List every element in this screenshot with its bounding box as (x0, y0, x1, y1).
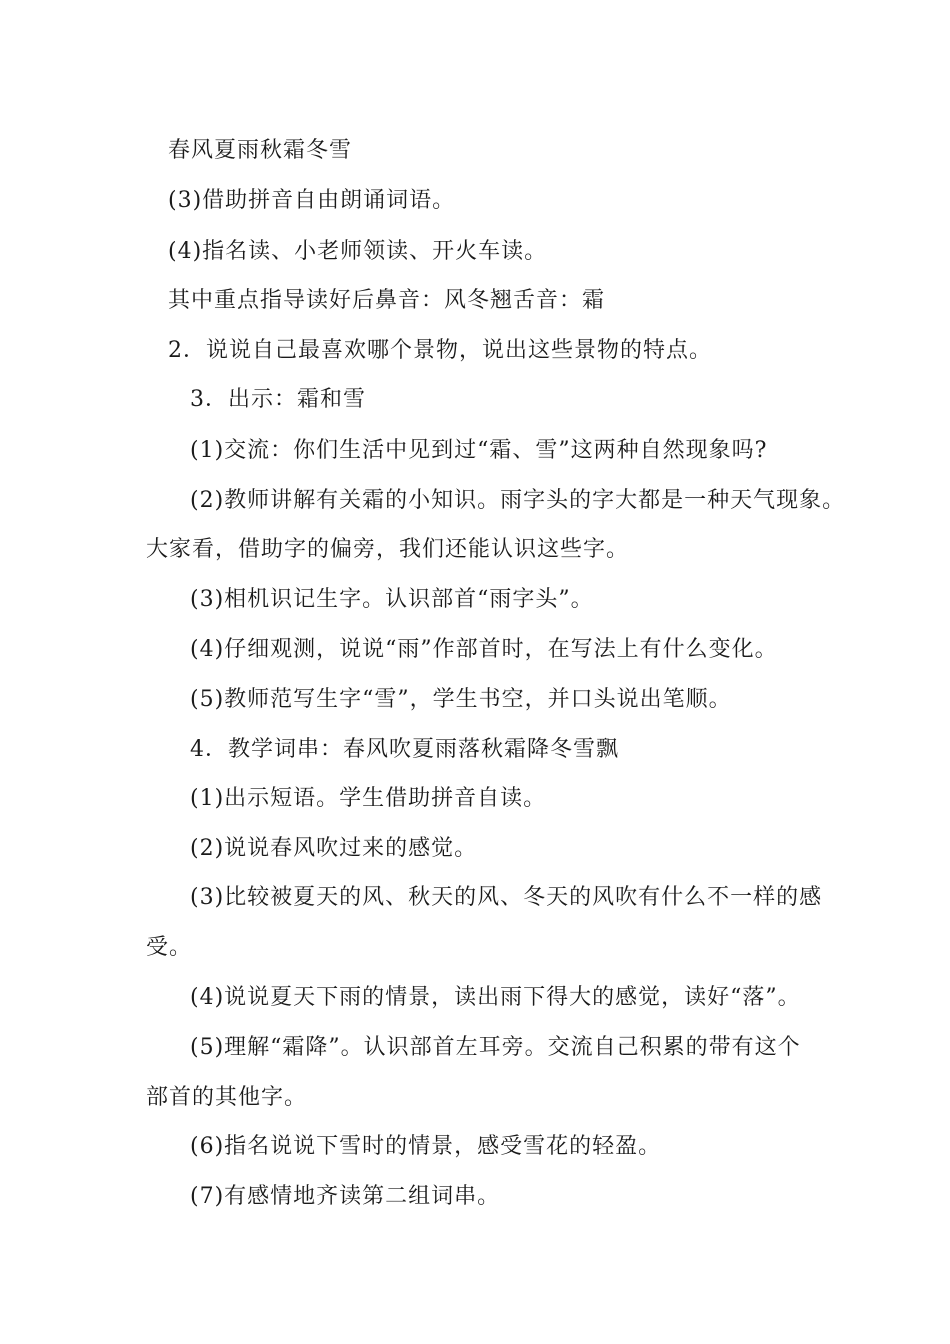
text-line: (1)交流：你们生活中见到过“霜、雪”这两种自然现象吗? (190, 438, 768, 463)
text-line: 2．说说自己最喜欢哪个景物，说出这些景物的特点。 (168, 338, 712, 363)
text-line: 部首的其他字。 (146, 1085, 308, 1110)
text-line: 其中重点指导读好后鼻音：风冬翘舌音：霜 (168, 288, 606, 313)
text-line: 受。 (146, 935, 193, 960)
text-line: 4．教学词串：春风吹夏雨落秋霜降冬雪飘 (190, 737, 619, 762)
text-line: (3)相机识记生字。认识部首“雨字头”。 (190, 587, 594, 612)
text-line: (4)仔细观测，说说“雨”作部首时，在写法上有什么变化。 (190, 637, 778, 662)
text-line: (4)说说夏天下雨的情景，读出雨下得大的感觉，读好“落”。 (190, 985, 801, 1010)
text-line: (2)教师讲解有关霜的小知识。雨字头的字大都是一种天气现象。 (190, 488, 846, 513)
text-line: 春风夏雨秋霜冬雪 (168, 138, 353, 163)
text-line: (5)教师范写生字“雪”，学生书空，并口头说出笔顺。 (190, 687, 732, 712)
text-line: (3)借助拼音自由朗诵词语。 (168, 188, 456, 213)
text-line: (5)理解“霜降”。认识部首左耳旁。交流自己积累的带有这个 (190, 1035, 801, 1060)
text-line: (7)有感情地齐读第二组词串。 (190, 1184, 501, 1209)
text-line: 3．出示：霜和雪 (190, 387, 366, 412)
text-line: (4)指名读、小老师领读、开火车读。 (168, 239, 548, 264)
text-line: (2)说说春风吹过来的感觉。 (190, 836, 478, 861)
text-line: (1)出示短语。学生借助拼音自读。 (190, 786, 547, 811)
text-line: (3)比较被夏天的风、秋天的风、冬天的风吹有什么不一样的感 (190, 885, 823, 910)
text-line: 大家看，借助字的偏旁，我们还能认识这些字。 (146, 537, 630, 562)
text-line: (6)指名说说下雪时的情景，感受雪花的轻盈。 (190, 1134, 662, 1159)
